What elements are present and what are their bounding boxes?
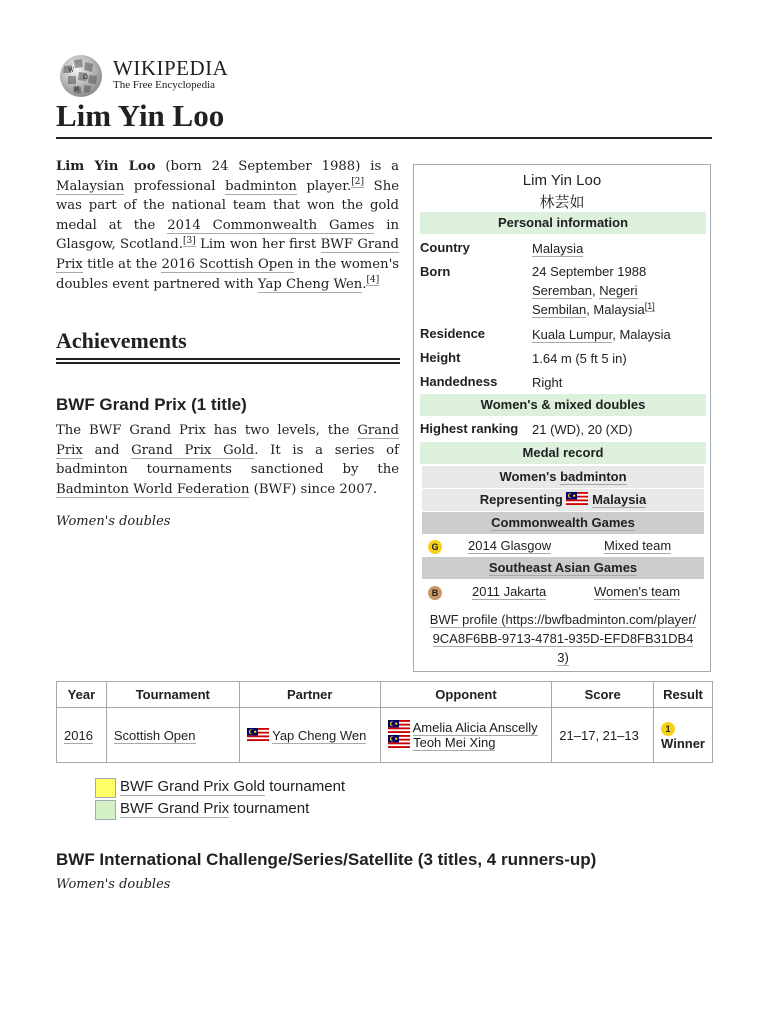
malaysia-flag-icon [247, 728, 269, 741]
link-scottish-open[interactable]: 2016 Scottish Open [161, 256, 294, 272]
malaysia-flag-icon [388, 735, 410, 748]
womens-doubles-label: Women's doubles [56, 514, 171, 529]
country-link[interactable]: Malaysia [532, 241, 584, 256]
reference-3[interactable]: [3] [182, 235, 196, 246]
link-year-2016[interactable]: 2016 [64, 727, 93, 743]
link-partner-row[interactable]: Yap Cheng Wen [272, 727, 367, 743]
cell-tournament [106, 708, 239, 763]
link-opponent-1[interactable]: Amelia Alicia Anscelly [412, 720, 538, 735]
country-label: Country [420, 240, 470, 255]
subject-name: Lim Yin Loo [56, 159, 156, 174]
handedness-value: Right [532, 375, 563, 390]
link-negeri[interactable]: Negeri [599, 283, 638, 298]
wordmark-text: WIKIPEDIA [113, 56, 229, 80]
medal-record-band: Medal record [420, 442, 706, 464]
malaysia-flag-icon [388, 720, 410, 733]
height-value: 1.64 m (5 ft 5 in) [532, 351, 627, 366]
handedness-label: Handedness [420, 374, 498, 389]
wikipedia-wordmark[interactable] [113, 57, 228, 92]
reference-2[interactable]: [2] [351, 177, 365, 188]
page-title: Lim Yin Loo [56, 98, 225, 133]
link-sea-games[interactable]: Southeast Asian Games [488, 560, 638, 575]
col-year: Year [57, 682, 107, 708]
reference-1[interactable]: [1] [644, 300, 655, 311]
link-seremban[interactable]: Seremban [532, 283, 592, 298]
born-value: 24 September 1988 Seremban, Negeri Sembilan, Malaysia[1] [532, 264, 655, 317]
bronze-medal-icon: B [428, 584, 442, 600]
grand-prix-heading: BWF Grand Prix (1 title) [56, 395, 247, 414]
link-grand-prix[interactable]: Grand Prix [56, 423, 399, 458]
link-grand-prix-gold[interactable]: Grand Prix Gold [131, 442, 255, 458]
link-sembilan[interactable]: Sembilan [532, 302, 587, 317]
grand-prix-description: The BWF Grand Prix has two levels, the Grand Prix and Grand Prix Gold. It is a series of badminton tournaments sanctioned by the Badminton World Federation (BWF) since 2007. [56, 423, 399, 497]
link-malaysian[interactable]: Malaysian [56, 178, 125, 194]
wikipedia-globe-icon[interactable] [56, 54, 106, 98]
svg-text:И: И [74, 86, 80, 93]
reference-4[interactable]: [4] [366, 275, 380, 286]
malaysia-flag-icon [566, 492, 588, 505]
link-legend-gp-gold[interactable]: BWF Grand Prix Gold [120, 778, 266, 795]
bwf-profile-link[interactable]: BWF profile (https://bwfbadminton.com/player/ 9CA8F6BB-9713-4781-935D-EFD8FB31DB4 3) [429, 612, 697, 665]
table-header-row [57, 682, 713, 708]
link-scottish-open-row[interactable]: Scottish Open [113, 727, 196, 743]
winner-badge-icon: 1 [661, 722, 675, 736]
link-mixed-team[interactable]: Mixed team [604, 538, 672, 553]
born-label: Born [420, 264, 451, 279]
achievements-divider [56, 358, 400, 364]
link-bwf[interactable]: Badminton World Federation [56, 481, 250, 497]
col-score: Score [552, 682, 654, 708]
svg-text:Ω: Ω [83, 74, 88, 81]
link-badminton[interactable]: badminton [225, 178, 297, 194]
infobox-native-name: 林芸如 [539, 193, 585, 211]
sport-row: Women's badminton [422, 466, 704, 488]
ranking-value: 21 (WD), 20 (XD) [532, 422, 633, 437]
link-2014-glasgow[interactable]: 2014 Glasgow [468, 538, 552, 553]
representing-row: Representing Malaysia [422, 489, 704, 511]
wordmark-tagline: The Free Encyclopedia [113, 79, 216, 91]
legend-item-gp-gold: BWF Grand Prix Gold tournament [120, 778, 346, 795]
achievements-heading: Achievements [56, 328, 187, 353]
infobox-name: Lim Yin Loo [522, 172, 602, 189]
cell-opponent [380, 708, 552, 763]
results-table [56, 681, 713, 763]
link-commonwealth-games[interactable]: 2014 Commonwealth Games [167, 217, 375, 233]
international-challenge-heading: BWF International Challenge/Series/Satellite (3 titles, 4 runners-up) [56, 850, 597, 869]
womens-doubles-label-2: Women's doubles [56, 877, 171, 892]
ranking-label: Highest ranking [420, 421, 519, 436]
link-opponent-2[interactable]: Teoh Mei Xing [413, 735, 496, 750]
cell-result [654, 708, 713, 763]
col-opponent: Opponent [380, 682, 552, 708]
commonwealth-games-band [422, 512, 704, 534]
height-label: Height [420, 350, 461, 365]
svg-text:W: W [68, 67, 75, 74]
col-result: Result [654, 682, 713, 708]
legend-swatch-gp-gold [95, 778, 116, 798]
link-womens-team[interactable]: Women's team [594, 584, 681, 599]
infobox: Lim Yin Loo 林芸如 Personal information Country Malaysia Born 24 September 1988 Seremban, Negeri Sembilan, Malaysia[1] Residence Kuala Lumpur, Malaysia Height 1.64 m (5 ft 5 in) Handedness Right Women's & mixed doubles Highest ranking 21 (WD), 20 (XD) Medal record Women's badminton Representing Malaysia Commonwealth Games G 2014 Glasgow Mixed team Southeast Asian Games B 2011 Jakarta Women's team BWF profile (https://bwfbadminton.com/player/ 9CA8F6BB-9713-4781-935D-EFD8FB31DB4 3) [413, 164, 711, 672]
link-representing-malaysia[interactable]: Malaysia [592, 492, 647, 507]
title-divider [56, 137, 712, 139]
event-band: Women's & mixed doubles [420, 394, 706, 416]
personal-info-band: Personal information [420, 212, 706, 234]
legend-item-gp: BWF Grand Prix tournament [120, 800, 310, 817]
cell-year [57, 708, 107, 763]
residence-label: Residence [420, 326, 486, 341]
table-row [57, 708, 713, 763]
link-commonwealth-games-band[interactable]: Commonwealth Games [491, 515, 635, 530]
link-legend-gp[interactable]: BWF Grand Prix [120, 800, 230, 817]
cell-partner [239, 708, 380, 763]
col-tournament: Tournament [106, 682, 239, 708]
link-kuala-lumpur[interactable]: Kuala Lumpur [532, 327, 613, 342]
link-2011-jakarta[interactable]: 2011 Jakarta [472, 584, 547, 599]
result-text: Winner [661, 735, 705, 751]
col-partner: Partner [239, 682, 380, 708]
link-bwf-grand-prix[interactable]: BWF Grand Prix [56, 237, 399, 272]
gold-medal-icon: G [428, 538, 442, 554]
link-partner[interactable]: Yap Cheng Wen [257, 276, 363, 292]
legend-swatch-gp [95, 800, 116, 820]
southeast-asian-games-band [422, 557, 704, 579]
link-badminton-sport[interactable]: badminton [560, 469, 627, 484]
lead-paragraph: Lim Yin Loo (born 24 September 1988) is a Malaysian professional badminton player.[2] She was part of the national team that won the gold medal at the 2014 Commonwealth Games in Glasgow, Scotland.[3] Lim won her first BWF Grand Prix title at the 2016 Scottish Open in the women's doubles event partnered with Yap Cheng Wen.[4] [56, 159, 400, 292]
cell-score: 21–17, 21–13 [552, 708, 654, 763]
